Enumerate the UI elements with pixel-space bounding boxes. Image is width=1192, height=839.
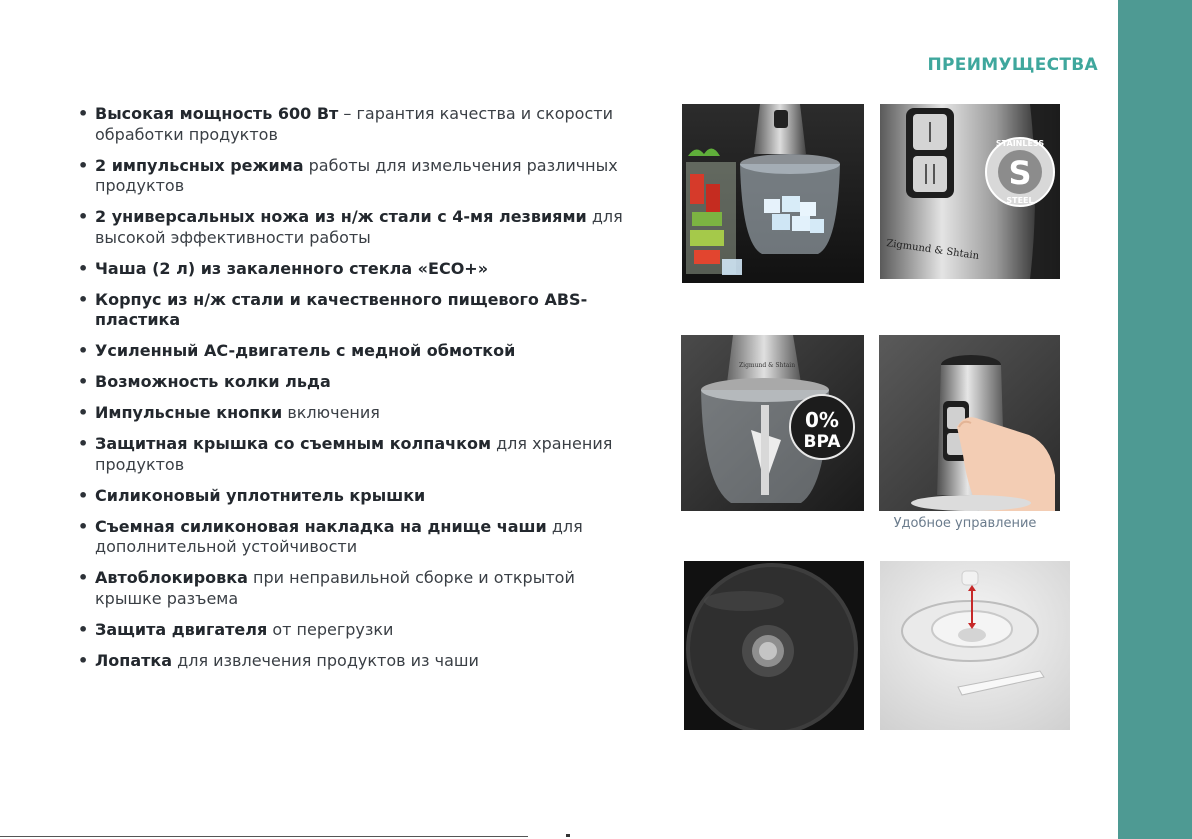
section-heading: ПРЕИМУЩЕСТВА <box>927 55 1098 75</box>
side-accent-bar <box>1118 0 1192 839</box>
feature-bold: Съемная силиконовая накладка на днище чаши <box>95 516 547 536</box>
feature-bold: Лопатка <box>95 650 173 670</box>
feature-text: при неправильной сборке и открытой крышке разъема <box>95 568 575 608</box>
feature-item <box>78 207 638 248</box>
photo-lid-spatula <box>880 561 1070 730</box>
feature-item <box>78 620 638 641</box>
feature-item <box>78 403 638 424</box>
feature-bold: Автоблокировка <box>95 568 248 587</box>
photo-chopper-ice <box>682 104 864 283</box>
brand-logo: Zigmund & Shtain <box>885 238 980 262</box>
feature-text: от перегрузки <box>267 619 394 639</box>
feature-bold: Защитная крышка со съемным колпачком <box>95 434 492 453</box>
feature-text: для дополнительной устойчивости <box>95 516 583 556</box>
bottom-mark <box>566 834 570 837</box>
feature-bold: Чаша (2 л) из закаленного стекла «ECO+» <box>95 258 489 278</box>
feature-bold: 2 импульсных режима <box>95 155 304 175</box>
feature-text: для высокой эффективности работы <box>95 207 623 247</box>
feature-text: работы для измельчения различных продуктов <box>95 155 618 195</box>
stainless-badge-top: STAINLESS <box>995 139 1045 148</box>
feature-item <box>78 156 638 197</box>
feature-item <box>78 372 638 393</box>
feature-item <box>78 568 638 609</box>
photo-stainless-buttons <box>880 104 1060 279</box>
feature-text: – гарантия качества и скорости обработки продуктов <box>95 104 613 144</box>
feature-bold: Импульсные кнопки <box>95 403 283 422</box>
stainless-badge-bottom: STEEL <box>1006 196 1034 205</box>
stainless-badge-letter: S <box>1008 154 1032 192</box>
feature-bold: Усиленный AC-двигатель с медной обмоткой <box>95 341 516 360</box>
photo-hand-control <box>879 335 1060 511</box>
feature-item <box>78 517 638 558</box>
bottom-divider <box>0 836 528 837</box>
feature-bold: Корпус из н/ж стали и качественного пищевого ABS-пластика <box>95 289 588 329</box>
feature-item <box>78 341 638 362</box>
bpa-badge-label: BPA <box>803 432 841 452</box>
photo-bowl-bottom <box>684 561 864 730</box>
feature-bold: 2 универсальных ножа из н/ж стали с 4-мя лезвиями <box>95 207 587 226</box>
feature-text: для хранения продуктов <box>95 434 613 474</box>
feature-bold: Возможность колки льда <box>95 372 331 391</box>
feature-bold: Высокая мощность 600 Вт <box>95 104 339 123</box>
photo-caption: Удобное управление <box>893 516 1037 531</box>
photo-bowl-bpa <box>681 335 864 511</box>
feature-bold: Защита двигателя <box>95 619 268 639</box>
features-list <box>78 104 638 682</box>
feature-item <box>78 434 638 475</box>
feature-text: для извлечения продуктов из чаши <box>172 650 479 670</box>
feature-item <box>78 486 638 507</box>
feature-bold: Силиконовый уплотнитель крышки <box>95 485 426 505</box>
feature-text: включения <box>282 403 380 422</box>
feature-item <box>78 104 638 145</box>
feature-item <box>78 651 638 672</box>
bpa-badge-percent: 0% <box>805 408 839 432</box>
feature-item <box>78 259 638 280</box>
brand-logo-2: Zigmund & Shtain <box>739 362 796 369</box>
feature-item <box>78 290 638 331</box>
